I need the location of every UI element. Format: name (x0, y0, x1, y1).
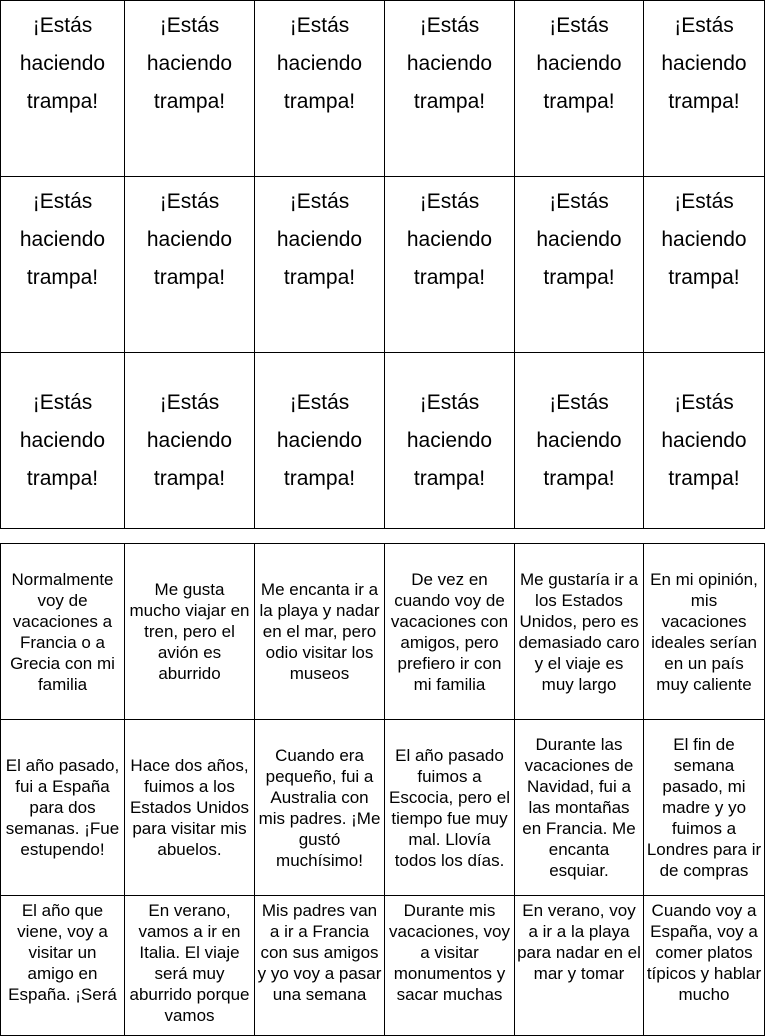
sentence-card: Me gusta mucho viajar en tren, pero el avión es aburrido (125, 544, 255, 720)
cheat-card: ¡Estás haciendo trampa! (125, 1, 255, 177)
sentence-card: El año que viene, voy a visitar un amigo en España. ¡Será (1, 896, 125, 1036)
sentence-card: Mis padres van a ir a Francia con sus amigos y yo voy a pasar una semana (255, 896, 385, 1036)
cheat-card: ¡Estás haciendo trampa! (125, 177, 255, 353)
cheat-card: ¡Estás haciendo trampa! (1, 1, 125, 177)
sentence-row (1, 896, 765, 1036)
sentence-card: En verano, voy a ir a la playa para nadar en el mar y tomar (515, 896, 644, 1036)
cheat-card: ¡Estás haciendo trampa! (515, 177, 644, 353)
sentence-card: En mi opinión, mis vacaciones ideales serían en un país muy caliente (644, 544, 765, 720)
cheat-card: ¡Estás haciendo trampa! (1, 177, 125, 353)
sentence-card: En verano, vamos a ir en Italia. El viaje será muy aburrido porque vamos (125, 896, 255, 1036)
cheat-card: ¡Estás haciendo trampa! (644, 353, 765, 529)
cheat-card: ¡Estás haciendo trampa! (515, 1, 644, 177)
sentence-card: Durante mis vacaciones, voy a visitar monumentos y sacar muchas (385, 896, 515, 1036)
sentence-card: Cuando era pequeño, fui a Australia con mis padres. ¡Me gustó muchísimo! (255, 720, 385, 896)
cheat-card: ¡Estás haciendo trampa! (255, 1, 385, 177)
sentence-card: De vez en cuando voy de vacaciones con amigos, pero prefiero ir con mi familia (385, 544, 515, 720)
sentence-card: El fin de semana pasado, mi madre y yo fuimos a Londres para ir de compras (644, 720, 765, 896)
sentence-card: Hace dos años, fuimos a los Estados Unidos para visitar mis abuelos. (125, 720, 255, 896)
sentence-card: Me gustaría ir a los Estados Unidos, pero es demasiado caro y el viaje es muy largo (515, 544, 644, 720)
cheat-card: ¡Estás haciendo trampa! (125, 353, 255, 529)
cheat-card: ¡Estás haciendo trampa! (644, 177, 765, 353)
sentence-card: El año pasado, fui a España para dos semanas. ¡Fue estupendo! (1, 720, 125, 896)
sentence-row (1, 720, 765, 896)
cheat-row (1, 353, 765, 529)
cheat-card: ¡Estás haciendo trampa! (255, 353, 385, 529)
cheat-card: ¡Estás haciendo trampa! (515, 353, 644, 529)
cheat-card: ¡Estás haciendo trampa! (644, 1, 765, 177)
sentence-card: Cuando voy a España, voy a comer platos típicos y hablar mucho (644, 896, 765, 1036)
cheat-card: ¡Estás haciendo trampa! (385, 177, 515, 353)
sentence-cards-table (0, 543, 765, 1036)
cheat-card: ¡Estás haciendo trampa! (255, 177, 385, 353)
cheat-row (1, 1, 765, 177)
sentence-row (1, 544, 765, 720)
sentence-card: Durante las vacaciones de Navidad, fui a las montañas en Francia. Me encanta esquiar. (515, 720, 644, 896)
cheat-row (1, 177, 765, 353)
sentence-card: El año pasado fuimos a Escocia, pero el tiempo fue muy mal. Llovía todos los días. (385, 720, 515, 896)
cheat-card: ¡Estás haciendo trampa! (385, 1, 515, 177)
cheat-card: ¡Estás haciendo trampa! (1, 353, 125, 529)
sentence-card: Normalmente voy de vacaciones a Francia o a Grecia con mi familia (1, 544, 125, 720)
cheat-card: ¡Estás haciendo trampa! (385, 353, 515, 529)
sentence-card: Me encanta ir a la playa y nadar en el mar, pero odio visitar los museos (255, 544, 385, 720)
